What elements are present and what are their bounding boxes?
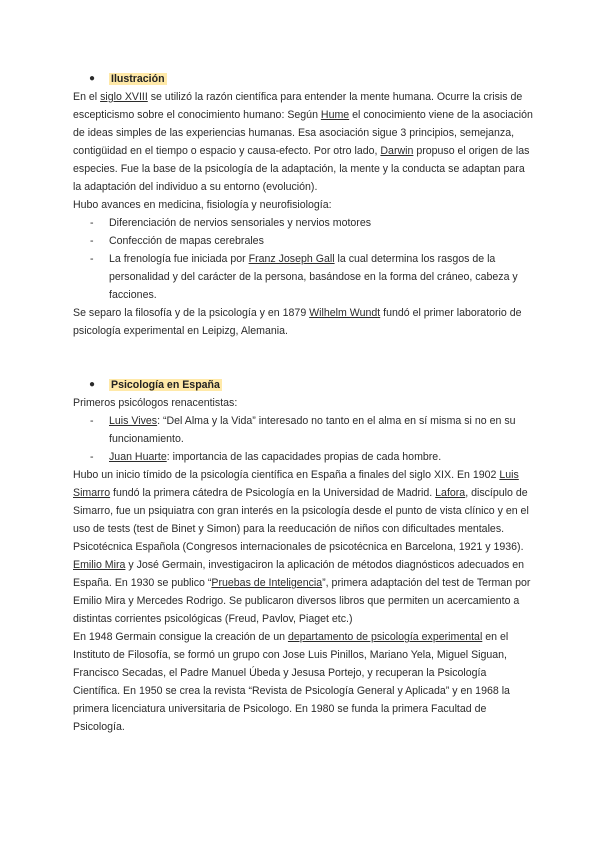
list-item-text: La frenología fue iniciada por — [109, 253, 249, 265]
section-title: Psicología en España — [111, 379, 220, 391]
spacer — [73, 340, 533, 376]
link-siglo-xviii[interactable]: siglo XVIII — [100, 91, 148, 103]
dash-icon: - — [90, 235, 94, 247]
heading-ilustracion — [73, 70, 533, 88]
link-lafora[interactable]: Lafora — [435, 487, 466, 499]
list-item-text: la cual determina los rasgos de la personalidad y del carácter de la persona, basándose en la forma del cráneo, cabeza y facciones. — [109, 253, 518, 301]
bullet-dot-icon: ● — [89, 379, 96, 390]
document-content — [73, 70, 533, 736]
dash-icon: - — [90, 253, 94, 265]
text: fundó el primer laboratorio de psicología experimental en Leipizg, Alemania. — [73, 307, 522, 337]
list-item-text: Confección de mapas cerebrales — [109, 235, 264, 247]
list-item — [73, 448, 533, 466]
link-emilio-mira[interactable]: Emilio Mira — [73, 559, 126, 571]
list-renacentistas — [73, 412, 533, 466]
link-luis-vives[interactable]: Luis Vives — [109, 415, 158, 427]
text: el conocimiento viene de la asociación de ideas simples de las experiencias humanas. Esa asociación sigue 3 principios, semejanza, contigüidad en el tiempo o espacio y causa-efecto. Por otro lado, — [73, 109, 533, 157]
link-departamento-psicologia-experimental[interactable]: departamento de psicología experimental — [287, 631, 483, 643]
paragraph-renacentistas: Primeros psicólogos renacentistas: — [73, 397, 238, 409]
list-item — [73, 214, 533, 232]
text: se utilizó la razón científica para entender la mente humana. Ocurre la crisis de escepticismo sobre el conocimiento humano: Según — [73, 91, 523, 121]
list-item — [73, 232, 533, 250]
paragraph-germain — [73, 628, 533, 736]
text: propuso el origen de las especies. Fue la base de la psicología de la adaptación, la mente y la conducta se adaptan para la adaptación del individuo a su entorno (evolución). — [73, 145, 530, 193]
list-item — [73, 250, 533, 304]
bullet-dot-icon: ● — [89, 73, 96, 84]
paragraph-ilustracion-intro — [73, 88, 533, 196]
text: en el Instituto de Filosofía, se formó un grupo con Jose Luis Pinillos, Mariano Yela, Miguel Siguan, Francisco Secadas, el Padre Manuel Úbeda y Jesusa Portejo, y recuperan la Psicología Científica. En 1950 se crea la revista “Revista de Psicología General y Aplicada” y en 1968 la primera licenciatura universitaria de Psicologo. En 1980 se funda la primera Facultad de Psicología. — [73, 631, 510, 733]
link-hume[interactable]: Hume — [320, 109, 350, 121]
heading-psicologia-espana — [73, 376, 533, 394]
link-wilhelm-wundt[interactable]: Wilhelm Wundt — [309, 307, 381, 319]
text: ”, primera adaptación del test de Terman por Emilio Mira y Mercedes Rodrigo. Se publicaron diversos libros que permiten un acercamiento a distintas corrientes psicológicas (Freud, Pavlov, Piaget etc.) — [73, 577, 531, 625]
list-item-text: Diferenciación de nervios sensoriales y nervios motores — [109, 217, 372, 229]
dash-icon: - — [90, 415, 94, 427]
paragraph-simarro — [73, 466, 533, 556]
link-franz-joseph-gall[interactable]: Franz Joseph Gall — [248, 253, 335, 265]
list-item-text: : “Del Alma y la Vida” interesado no tanto en el alma en sí misma si no en su funcionamiento. — [109, 415, 516, 445]
link-pruebas-de-inteligencia[interactable]: Pruebas de Inteligencia — [211, 577, 323, 589]
dash-icon: - — [90, 217, 94, 229]
section-title: Ilustración — [111, 73, 165, 85]
text: , discípulo de Simarro, fue un psiquiatra con gran interés en la psicología desde el punto de vista clínico y en el uso de tests (test de Binet y Simon) para la reeducación de niños con dificultades mentales. Psicotécnica Española (Congresos internacionales de psicotécnica en Barcelona, 1921 y 1936). — [73, 487, 529, 553]
list-item-text: : importancia de las capacidades propias de cada hombre. — [166, 451, 442, 463]
link-luis-simarro[interactable]: Luis Simarro — [73, 469, 519, 499]
paragraph-emilio-mira — [73, 556, 533, 628]
text: y José Germain, investigaciron la aplicación de métodos diagnósticos adecuados en España. En 1930 se publico “ — [73, 559, 525, 589]
link-darwin[interactable]: Darwin — [380, 145, 414, 157]
text: En 1948 Germain consigue la creación de un — [73, 631, 288, 643]
list-item — [73, 412, 533, 448]
link-juan-huarte[interactable]: Juan Huarte — [109, 451, 167, 463]
text: fundó la primera cátedra de Psicología en la Universidad de Madrid. — [110, 487, 436, 499]
paragraph-avances: Hubo avances en medicina, fisiología y neurofisiología: — [73, 199, 332, 211]
paragraph-wundt — [73, 304, 533, 340]
text: Se separo la filosofía y de la psicología y en 1879 — [73, 307, 310, 319]
dash-icon: - — [90, 451, 94, 463]
text: En el — [73, 91, 101, 103]
text: Hubo un inicio tímido de la psicología científica en España a finales del siglo XIX. En 1902 — [73, 469, 500, 481]
list-avances — [73, 214, 533, 304]
